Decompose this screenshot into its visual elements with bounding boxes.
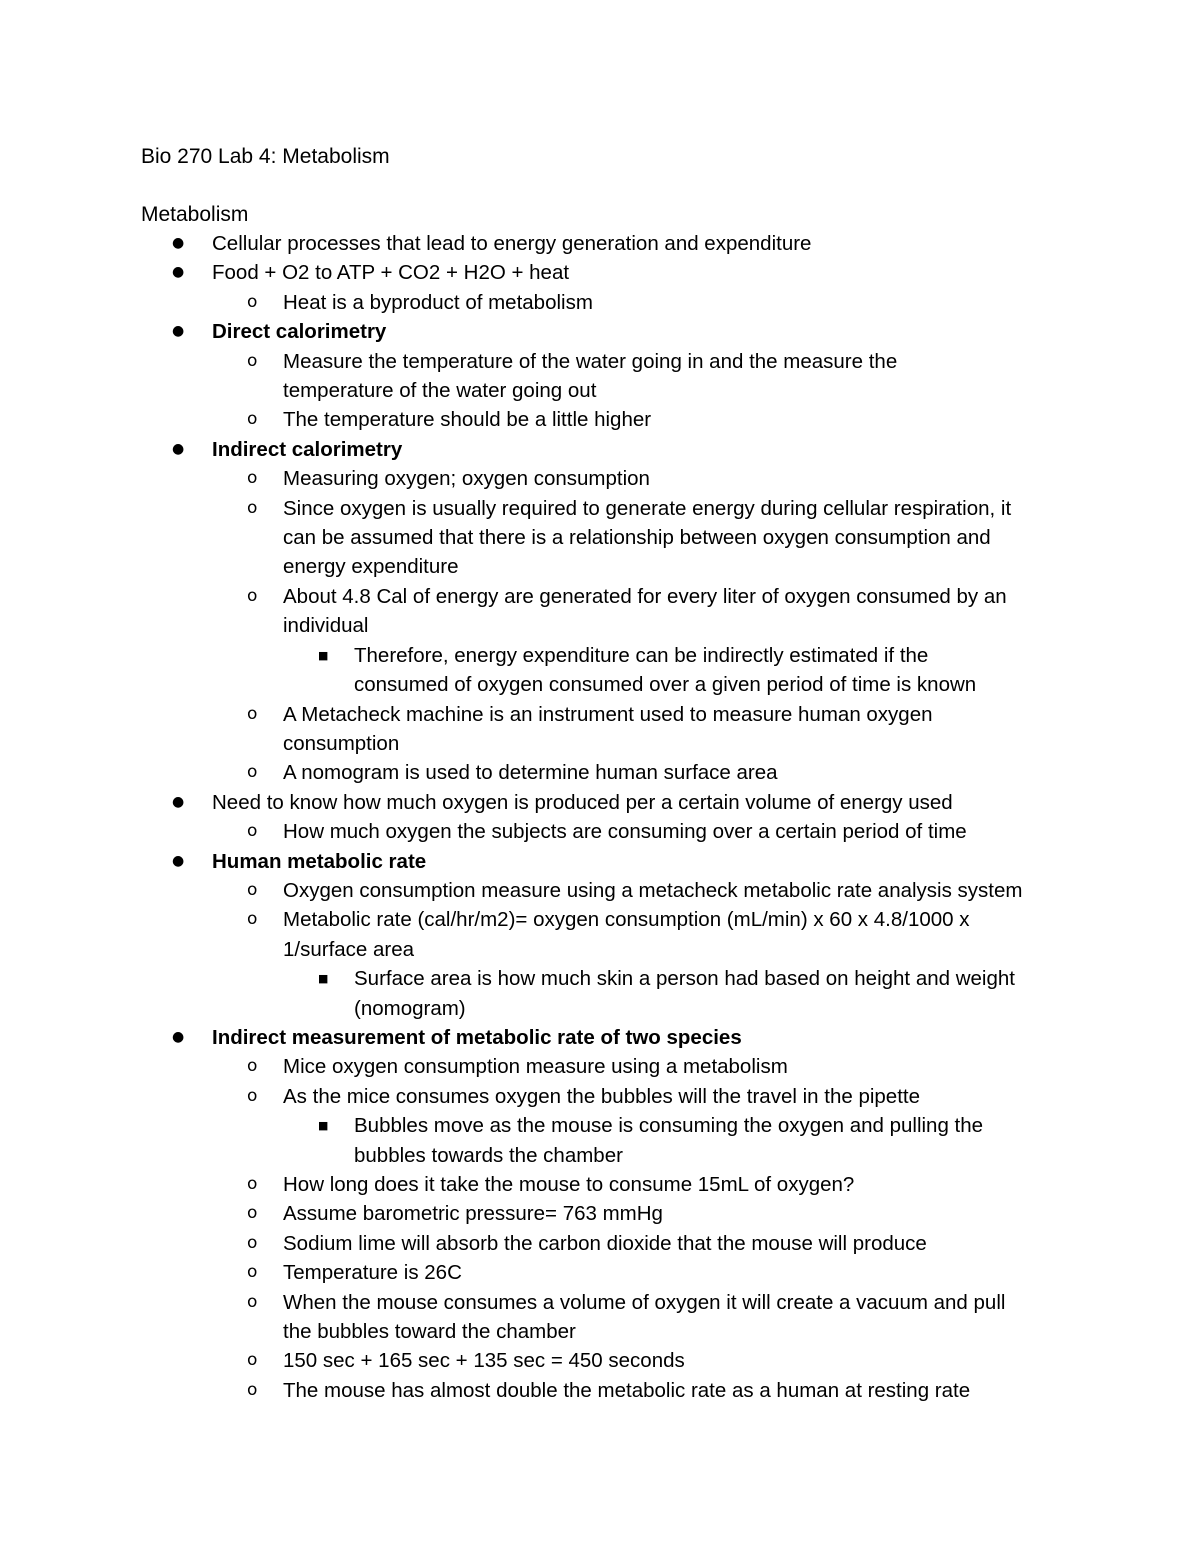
list-item-text: bubbles towards the chamber	[354, 1143, 623, 1167]
list-item-text: 1/surface area	[283, 937, 415, 961]
list-item-text: About 4.8 Cal of energy are generated for every liter of oxygen consumed by an	[283, 584, 1007, 608]
list-item-text: Cellular processes that lead to energy generation and expenditure	[212, 232, 812, 255]
list-item-level-2	[0, 876, 1200, 905]
bullet-icon: ●	[172, 852, 185, 869]
bullet-icon: ●	[172, 323, 185, 340]
list-item-text: How long does it take the mouse to consume 15mL of oxygen?	[283, 1173, 855, 1196]
list-item-text: Direct calorimetry	[212, 320, 387, 344]
list-item-level-3	[0, 1111, 1200, 1140]
section-heading: Metabolism	[141, 203, 249, 226]
list-item-text: Sodium lime will absorb the carbon dioxide that the mouse will produce	[283, 1231, 927, 1255]
list-item-text: Temperature is 26C	[283, 1261, 462, 1285]
bullet-icon: o	[247, 1085, 258, 1106]
list-item-text: Oxygen consumption measure using a metacheck metabolic rate analysis system	[283, 878, 1023, 902]
list-item-level-2	[0, 1258, 1200, 1287]
list-item-text: Need to know how much oxygen is produced per a certain volume of energy used	[212, 790, 953, 814]
list-item-text: energy expenditure	[283, 555, 459, 579]
list-item-level-2	[0, 1082, 1200, 1111]
list-item-level-2	[0, 405, 1200, 434]
bullet-icon: o	[247, 1232, 258, 1253]
list-item-level-2	[0, 817, 1200, 846]
bullet-icon: ●	[172, 1028, 185, 1045]
list-item-text: Therefore, energy expenditure can be indirectly estimated if the	[354, 643, 929, 667]
bullet-icon: o	[247, 821, 258, 842]
list-item-continuation	[0, 935, 1200, 964]
list-item-level-1	[0, 788, 1200, 817]
bullet-icon: o	[247, 497, 258, 518]
list-item-level-1	[0, 317, 1200, 346]
list-item-continuation	[0, 552, 1200, 581]
list-item-text: Food + O2 to ATP + CO2 + H2O + heat	[212, 261, 570, 285]
list-item-text: Bubbles move as the mouse is consuming the oxygen and pulling the	[354, 1114, 984, 1138]
bullet-icon: o	[247, 1379, 258, 1400]
list-item-text: 150 sec + 165 sec + 135 sec = 450 seconds	[283, 1349, 685, 1373]
list-item-text: A Metacheck machine is an instrument used to measure human oxygen	[283, 702, 933, 726]
list-item-text: Heat is a byproduct of metabolism	[283, 290, 593, 314]
list-item-level-2	[0, 758, 1200, 787]
notes-outline	[0, 229, 1200, 1405]
list-item-text: How much oxygen the subjects are consuming over a certain period of time	[283, 820, 967, 844]
list-item-level-2	[0, 1229, 1200, 1258]
list-item-continuation	[0, 376, 1200, 405]
list-item-level-2	[0, 1288, 1200, 1317]
bullet-icon: o	[247, 350, 258, 371]
list-item-level-2	[0, 1170, 1200, 1199]
list-item-text: The temperature should be a little higher	[283, 408, 652, 432]
list-item-text: When the mouse consumes a volume of oxygen it will create a vacuum and pull	[283, 1290, 1006, 1314]
list-item-level-3	[0, 641, 1200, 670]
list-item-level-1	[0, 847, 1200, 876]
list-item-text: can be assumed that there is a relationship between oxygen consumption and	[283, 526, 991, 550]
document-title: Bio 270 Lab 4: Metabolism	[141, 145, 390, 168]
list-item-text: individual	[283, 614, 369, 638]
list-item-text: Surface area is how much skin a person had based on height and weight	[354, 967, 1015, 991]
list-item-text: Metabolic rate (cal/hr/m2)= oxygen consumption (mL/min) x 60 x 4.8/1000 x	[283, 908, 970, 932]
list-item-text: the bubbles toward the chamber	[283, 1320, 576, 1344]
list-item-level-3	[0, 964, 1200, 993]
bullet-icon: ●	[172, 235, 185, 251]
list-item-level-2	[0, 464, 1200, 493]
bullet-icon: o	[247, 468, 258, 489]
bullet-icon: ●	[172, 440, 185, 457]
bullet-icon: ■	[318, 648, 329, 662]
list-item-continuation	[0, 611, 1200, 640]
bullet-icon: o	[247, 291, 258, 312]
bullet-icon: o	[247, 909, 258, 930]
bullet-icon: o	[247, 762, 258, 783]
list-item-text: (nomogram)	[354, 996, 466, 1020]
bullet-icon: o	[247, 879, 258, 900]
bullet-icon: o	[247, 409, 258, 430]
list-item-text: As the mice consumes oxygen the bubbles will the travel in the pipette	[283, 1084, 920, 1108]
bullet-icon: o	[247, 703, 258, 724]
list-item-text: A nomogram is used to determine human surface area	[283, 761, 778, 785]
list-item-continuation	[0, 729, 1200, 758]
bullet-icon: o	[247, 1350, 258, 1371]
list-item-continuation	[0, 523, 1200, 552]
list-item-continuation	[0, 1141, 1200, 1170]
list-item-level-2	[0, 494, 1200, 523]
bullet-icon: ■	[318, 1119, 329, 1133]
list-item-text: consumed of oxygen consumed over a given period of time is known	[354, 673, 977, 697]
list-item-text: temperature of the water going out	[283, 379, 597, 403]
list-item-level-2	[0, 288, 1200, 317]
list-item-level-2	[0, 905, 1200, 934]
list-item-level-2	[0, 700, 1200, 729]
list-item-text: Measuring oxygen; oxygen consumption	[283, 467, 650, 491]
list-item-level-1	[0, 435, 1200, 464]
bullet-icon: o	[247, 1056, 258, 1077]
bullet-icon: ●	[172, 264, 185, 281]
list-item-text: Assume barometric pressure= 763 mmHg	[283, 1202, 663, 1226]
list-item-level-2	[0, 347, 1200, 376]
list-item-level-2	[0, 1199, 1200, 1228]
bullet-icon: ■	[318, 972, 329, 986]
list-item-level-2	[0, 1346, 1200, 1375]
bullet-icon: o	[247, 1262, 258, 1283]
bullet-icon: o	[247, 1291, 258, 1312]
bullet-icon: o	[247, 1203, 258, 1224]
bullet-icon: ●	[172, 793, 185, 810]
list-item-text: Measure the temperature of the water going in and the measure the	[283, 349, 898, 373]
list-item-level-2	[0, 1376, 1200, 1405]
list-item-text: Indirect calorimetry	[212, 437, 403, 461]
list-item-continuation	[0, 670, 1200, 699]
list-item-text: Mice oxygen consumption measure using a metabolism	[283, 1055, 788, 1079]
list-item-level-1	[0, 1023, 1200, 1052]
list-item-text: Indirect measurement of metabolic rate of two species	[212, 1025, 742, 1049]
list-item-continuation	[0, 1317, 1200, 1346]
list-item-level-2	[0, 1052, 1200, 1081]
list-item-text: Since oxygen is usually required to generate energy during cellular respiration, it	[283, 496, 1012, 520]
list-item-text: consumption	[283, 731, 400, 755]
list-item-level-2	[0, 582, 1200, 611]
bullet-icon: o	[247, 585, 258, 606]
list-item-level-1	[0, 229, 1200, 258]
list-item-text: Human metabolic rate	[212, 849, 427, 873]
list-item-text: The mouse has almost double the metabolic rate as a human at resting rate	[283, 1378, 971, 1402]
bullet-icon: o	[247, 1174, 258, 1194]
list-item-level-1	[0, 258, 1200, 287]
list-item-continuation	[0, 994, 1200, 1023]
